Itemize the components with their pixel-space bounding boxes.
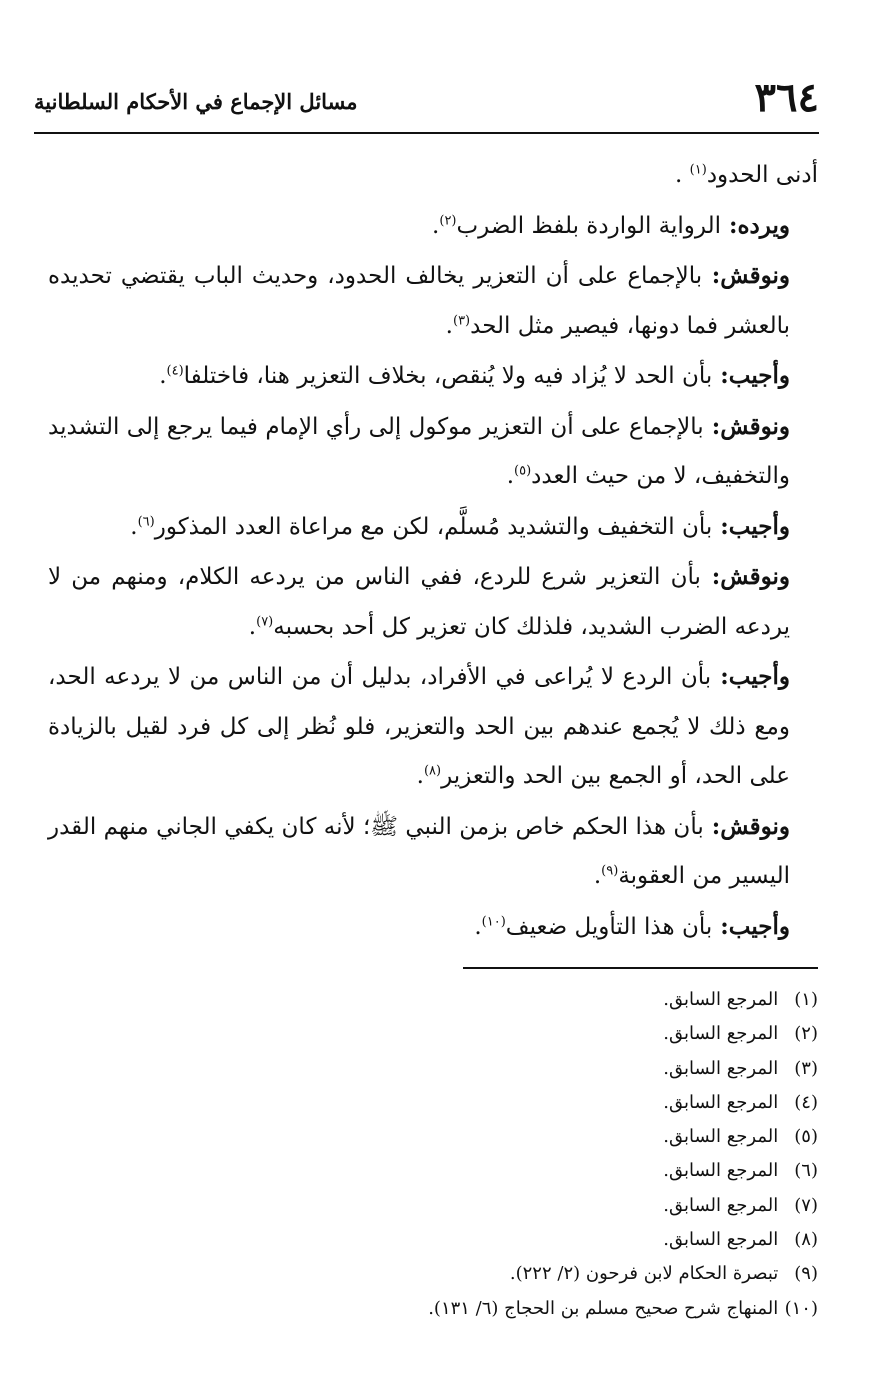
paragraph xyxy=(48,552,818,652)
paragraph-tail: . xyxy=(159,363,167,389)
paragraph xyxy=(48,251,818,351)
page-number: ٣٦٤ xyxy=(754,74,819,121)
footnote-text: المنهاج شرح صحيح مسلم بن الحجاج (٦/ ١٣١). xyxy=(428,1297,779,1319)
paragraph-tail: . xyxy=(474,913,482,940)
footnote-number: (٤) xyxy=(794,1091,818,1113)
paragraph-tail: . xyxy=(130,513,138,540)
footnotes xyxy=(300,983,818,1326)
paragraph xyxy=(48,902,818,953)
paragraph xyxy=(48,150,818,201)
footnote-number: (٣) xyxy=(794,1057,818,1079)
footnote-number: (٥) xyxy=(794,1126,818,1148)
footnote xyxy=(300,983,818,1017)
footnote-ref: (١) xyxy=(689,162,707,178)
paragraph-text: بأن التعزير شرع للردع، ففي الناس من يردعه الكلام، ومنهم من لا يردعه الضرب الشديد، فلذلك كان تعزير كل أحد بحسبه xyxy=(48,564,790,640)
footnote-number: (٢) xyxy=(794,1023,818,1045)
footnote xyxy=(300,1223,818,1257)
paragraph-tail: . xyxy=(445,312,453,339)
footnote-separator xyxy=(463,967,818,969)
paragraph xyxy=(48,351,818,402)
paragraph xyxy=(48,201,818,252)
paragraph xyxy=(48,652,818,802)
footnote-number: (٩) xyxy=(794,1263,818,1285)
paragraph-text: الرواية الواردة بلفظ الضرب xyxy=(456,212,721,239)
footnote-text: المرجع السابق. xyxy=(663,989,779,1010)
paragraph-text: بأن هذا التأويل ضعيف xyxy=(505,913,713,940)
paragraph-lead: وأجيب: xyxy=(712,362,790,389)
paragraph-lead: وأجيب: xyxy=(712,912,790,940)
paragraph-text: أدنى الحدود xyxy=(706,162,818,188)
paragraph-lead: ونوقش: xyxy=(703,812,790,840)
paragraph-lead: ونوقش: xyxy=(703,412,790,440)
paragraph xyxy=(48,402,818,502)
footnote-ref: (٥) xyxy=(514,463,532,479)
paragraph-text: بالإجماع على أن التعزير يخالف الحدود، وحديث الباب يقتضي تحديده بالعشر فما دونها، فيصير مثل الحد xyxy=(48,263,790,339)
paragraph-lead: ونوقش: xyxy=(702,262,790,289)
footnote-text: المرجع السابق. xyxy=(663,1229,779,1251)
footnote xyxy=(300,1292,818,1326)
footnote-number: (٧) xyxy=(794,1194,818,1216)
footnote-text: المرجع السابق. xyxy=(663,1023,779,1045)
paragraph-lead: وأجيب: xyxy=(712,512,790,540)
footnote xyxy=(300,1189,818,1223)
page-header xyxy=(34,70,819,134)
paragraph-lead: ويرده: xyxy=(721,211,790,239)
footnote xyxy=(300,1120,818,1154)
paragraph-text: بأن التخفيف والتشديد مُسلَّم، لكن مع مراعاة العدد المذكور xyxy=(154,513,713,540)
footnote-number: (٦) xyxy=(794,1160,818,1182)
footnote-text: المرجع السابق. xyxy=(663,1091,779,1113)
footnote xyxy=(300,1154,818,1188)
footnote-ref: (٨) xyxy=(423,763,442,779)
footnote-text: المرجع السابق. xyxy=(663,1194,779,1216)
paragraph-lead: ونوقش: xyxy=(700,563,790,590)
footnote-text: المرجع السابق. xyxy=(663,1160,779,1182)
main-text xyxy=(48,150,818,952)
paragraph-text: بأن الردع لا يُراعى في الأفراد، بدليل أن من الناس من لا يردعه الحد، ومع ذلك لا يُجمع عندهم بين الحد والتعزير، فلو نُظر إلى كل فرد لقيل بالزيادة على الحد، أو الجمع بين الحد والتعزير xyxy=(48,664,790,789)
footnote xyxy=(300,1257,818,1291)
paragraph-text: بأن الحد لا يُزاد فيه ولا يُنقص، بخلاف التعزير هنا، فاختلفا xyxy=(183,363,713,389)
footnote-number: (١) xyxy=(794,989,818,1010)
footnote-text: المرجع السابق. xyxy=(663,1126,779,1148)
footnote-ref: (١٠) xyxy=(481,913,506,929)
footnote xyxy=(300,1086,818,1120)
footnote-ref: (٦) xyxy=(137,513,155,529)
paragraph-text: بالإجماع على أن التعزير موكول إلى رأي الإمام فيما يرجع إلى التشديد والتخفيف، لا من حيث العدد xyxy=(48,413,790,489)
footnote xyxy=(300,1017,818,1051)
footnote-text: تبصرة الحكام لابن فرحون (٢/ ٢٢٢). xyxy=(509,1263,779,1285)
footnote-number: (١٠) xyxy=(784,1297,818,1319)
footnote-ref: (٧) xyxy=(256,613,274,629)
paragraph-tail: . xyxy=(416,763,424,789)
running-title: مسائل الإجماع في الأحكام السلطانية xyxy=(34,89,358,114)
paragraph-tail: . xyxy=(248,613,257,640)
footnote-ref: (٩) xyxy=(601,863,619,879)
paragraph-tail: . xyxy=(593,863,602,889)
footnote-ref: (٣) xyxy=(452,312,471,328)
paragraph-lead: وأجيب: xyxy=(711,663,790,690)
footnote-number: (٨) xyxy=(794,1229,818,1251)
footnote-text: المرجع السابق. xyxy=(663,1057,779,1079)
paragraph-tail: . xyxy=(675,162,690,188)
paragraph-tail: . xyxy=(432,212,440,239)
paragraph xyxy=(48,802,818,902)
paragraph-text: بأن هذا الحكم خاص بزمن النبي ﷺ؛ لأنه كان يكفي الجاني منهم القدر اليسير من العقوبة xyxy=(48,813,790,889)
footnote xyxy=(300,1052,818,1086)
footnote-ref: (٤) xyxy=(166,363,184,379)
paragraph-tail: . xyxy=(506,463,515,489)
paragraph xyxy=(48,502,818,553)
footnote-ref: (٢) xyxy=(439,212,457,228)
